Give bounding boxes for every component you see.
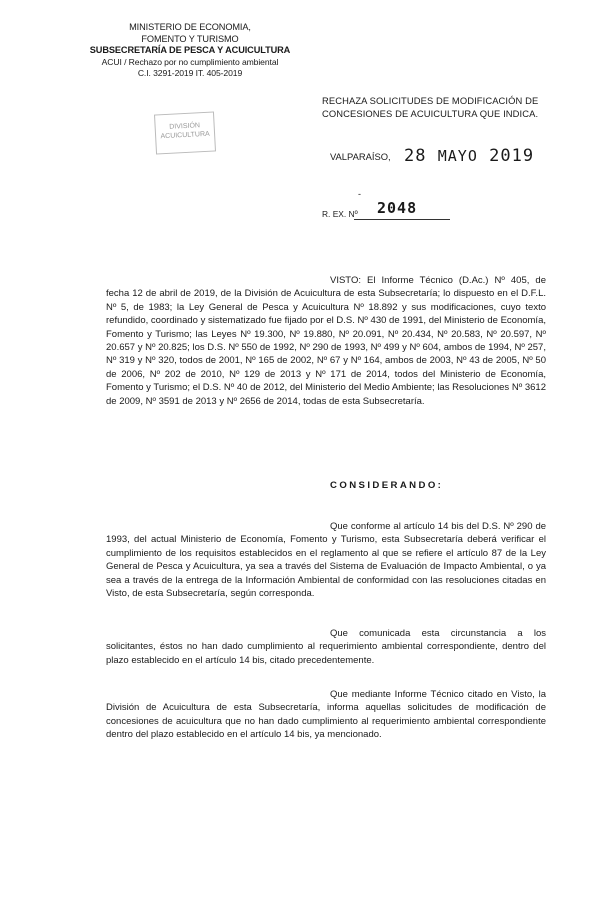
paragraph-1-text: de 1993, del actual Ministerio de Economía, Fomento y Turismo, esta Subsecretaría deberá verificar el cumplimiento de los requisitos establecidos en el reglamento al que se refiere el artículo 87 de la Ley General de Pesca y Acuicultura, ya sea a través del Sistema de Evaluación de Impacto Ambiental, o ya sea a través de la entrega de la Información Ambiental de conformidad con las resoluciones citadas en Visto, de esta Subsecretaría, según corresponda. [106,521,547,600]
resolution-label: R. EX. Nº [322,209,358,219]
stamp-line-1: DIVISIÓN [169,122,201,131]
considerando-paragraph-3 [106,688,546,742]
letterhead [84,22,296,80]
paragraph-3-lead: Que mediante Informe Técnico citado en Visto, [330,689,535,700]
paragraph-1-lead: Que conforme al artículo 14 bis del D.S. Nº 290 [330,521,533,532]
date-day: 28 [404,146,427,166]
subsecretaria-line: SUBSECRETARÍA DE PESCA Y ACUICULTURA [89,45,291,56]
resolution-number: 2048 [377,199,418,217]
reference-line-2: C.I. 3291-2019 IT. 405-2019 [137,68,243,79]
resolution-title: RECHAZA SOLICITUDES DE MODIFICACIÓN DE CONCESIONES DE ACUICULTURA QUE INDICA. [322,95,539,119]
ministry-line-1: MINISTERIO DE ECONOMIA, [129,22,251,32]
stamp-line-2: ACUICULTURA [160,130,210,141]
place-label: VALPARAÍSO, [330,151,391,162]
resolution-underline [354,219,450,220]
paragraph-3-text: la División de Acuicultura de esta Subsecretaría, informa aquellas solicitudes de modificación de concesiones de acuicultura que no han dado cumplimiento al requerimiento ambiental correspondiente dentro del plazo establecido en el artículo 14 bis, ya mencionado. [106,689,546,741]
paragraph-2-lead: Que comunicada esta circunstancia a los [330,628,546,639]
ministry-line-2: FOMENTO Y TURISMO [141,33,239,44]
resolution-tick: - [358,189,361,199]
resolution-date [404,146,534,166]
division-stamp [154,111,216,154]
considerando-paragraph-2 [106,627,546,667]
reference-line-1: ACUI / Rechazo por no cumplimiento ambiental [101,56,279,67]
considerando-heading: CONSIDERANDO: [330,480,444,491]
paragraph-2-text: solicitantes, éstos no han dado cumplimiento al requerimiento ambiental correspondiente, dentro del plazo establecido en el artículo 14 bis, citado precedentemente. [106,641,546,666]
visto-paragraph [106,274,546,408]
visto-text: fecha 12 de abril de 2019, de la División de Acuicultura de esta Subsecretaría; lo dispuesto en el D.F.L. Nº 5, de 1983; la Ley General de Pesca y Acuicultura Nº 18.892 y sus modificaciones, cuyo texto refundido, coordinado y sistematizado fue fijado por el D.S. Nº 430 de 1991, del Ministerio de Economía, Fomento y Turismo; las Leyes Nº 19.300, Nº 19.880, Nº 20.091, Nº 20.434, Nº 20.583, Nº 20.597, Nº 20.657 y Nº 20.825; los D.S. Nº 550 de 1992, Nº 290 de 1993, Nº 499 y Nº 604, ambos de 1994, Nº 257, Nº 319 y Nº 320, todos de 2001, Nº 165 de 2002, Nº 67 y Nº 164, ambos de 2003, Nº 43 de 2005, Nº 50 de 2006, Nº 202 de 2010, Nº 129 de 2013 y Nº 171 de 2014, todos del Ministerio de Economía, Fomento y Turismo; el D.S. Nº 40 de 2012, del Ministerio del Medio Ambiente; las Resoluciones Nº 3612 de 2009, Nº 3591 de 2013 y Nº 2656 de 2014, todas de esta Subsecretaría. [106,288,546,407]
date-month: MAYO [437,147,478,165]
visto-lead: VISTO: El Informe Técnico (D.Ac.) Nº 405, de [330,275,546,286]
date-year: 2019 [489,146,535,166]
considerando-paragraph-1 [106,520,546,600]
